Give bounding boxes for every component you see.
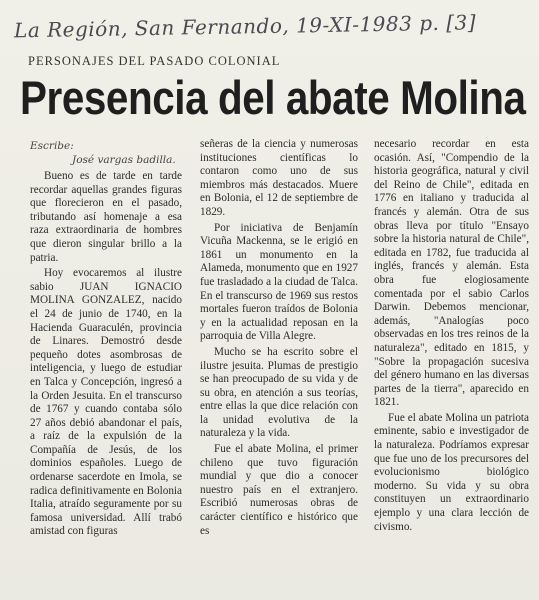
paragraph: Hoy evocaremos al ilustre sabio JUAN IGNACIO MOLINA GONZALEZ, nacido el 24 de junio de 1740, en la Hacienda Guaraculén, provincia de Linares. Demostró desde pequeño dotes asombrosas de inteligencia, y luego de estudiar en Talca y Concepción, ingresó a la Orden Jesuita. En el transcurso de 1767 y cuando contaba sólo 27 años debió abandonar el país, a raíz de la expulsión de la Compañía de Jesús, de los dominios españoles. Luego de ordenarse sacerdote en Imola, se radica definitivamente en Bolonia Italia, atraído seguramente por su famosa universidad. Allí trabó amistad con figuras <box>30 267 182 538</box>
paragraph: Por iniciativa de Benjamín Vicuña Mackenna, se le erigió en 1861 un monumento en la Alameda, monumento que en 1927 fue trasladado a la ciudad de Talca. En el transcurso de 1969 sus restos mortales fueron traídos de Bolonia y en la actualidad reposan en la parroquia de Villa Alegre. <box>200 221 358 343</box>
handwritten-source-note: La Región, San Fernando, 19-XI-1983 p. [3] <box>13 10 477 43</box>
section-kicker: PERSONAJES DEL PASADO COLONIAL <box>28 54 281 68</box>
paragraph: Fue el abate Molina, el primer chileno que tuvo figuración mundial y que dio a conocer nuestro país en el extranjero. Escribió numerosas obras de carácter científico e histórico que es <box>200 443 358 537</box>
headline: Presencia del abate Molina <box>20 71 526 124</box>
article-column-1 <box>30 170 182 600</box>
byline-author: José vargas badilla. <box>72 154 176 166</box>
paragraph: necesario recordar en esta ocasión. Así, "Compendio de la historia geográfica, natural y civil del Reino de Chile", editada en 1776 en italiano y traducida al francés y alemán. Otra de sus obras lleva por título "Ensayo sobre la historia natural de Chile", editada en 1782, fue traducida al inglés, francés y alemán. Esta obra fue elogiosamente comentada por el sabio Carlos Darwin. Debemos mencionar, además, "Analogías poco observadas en los tres reinos de la naturaleza", editado en 1815, y "Sobre la propagación sucesiva del género humano en las diversas partes de la tierra", aparecido en 1821. <box>374 138 529 409</box>
paragraph: Fue el abate Molina un patriota eminente, sabio e investigador de la naturaleza. Podríamos expresar que fue uno de los precursores del evolucionismo biológico moderno. Su vida y su obra constituyen un extraordinario ejemplo y una clara lección de civismo. <box>374 411 529 533</box>
byline-label: Escribe: <box>30 140 74 152</box>
paragraph: señeras de la ciencia y numerosas instituciones científicas lo contaron como uno de sus miembros más destacados. Muere en Bolonia, el 12 de septiembre de 1829. <box>200 138 358 218</box>
article-column-2 <box>200 138 358 600</box>
article-column-3 <box>374 138 529 600</box>
paragraph: Mucho se ha escrito sobre el ilustre jesuita. Plumas de prestigio se han preocupado de su vida y de su obra, en atención a sus teorías, entre ellas la que dice relación con la unidad evolutiva de la naturaleza y la vida. <box>200 345 358 440</box>
paragraph: Bueno es de tarde en tarde recordar aquellas grandes figuras que florecieron en el pasado, tributando así homenaje a esa raza extraordinaria de hombres que dieron singular brillo a la patria. <box>30 170 182 264</box>
